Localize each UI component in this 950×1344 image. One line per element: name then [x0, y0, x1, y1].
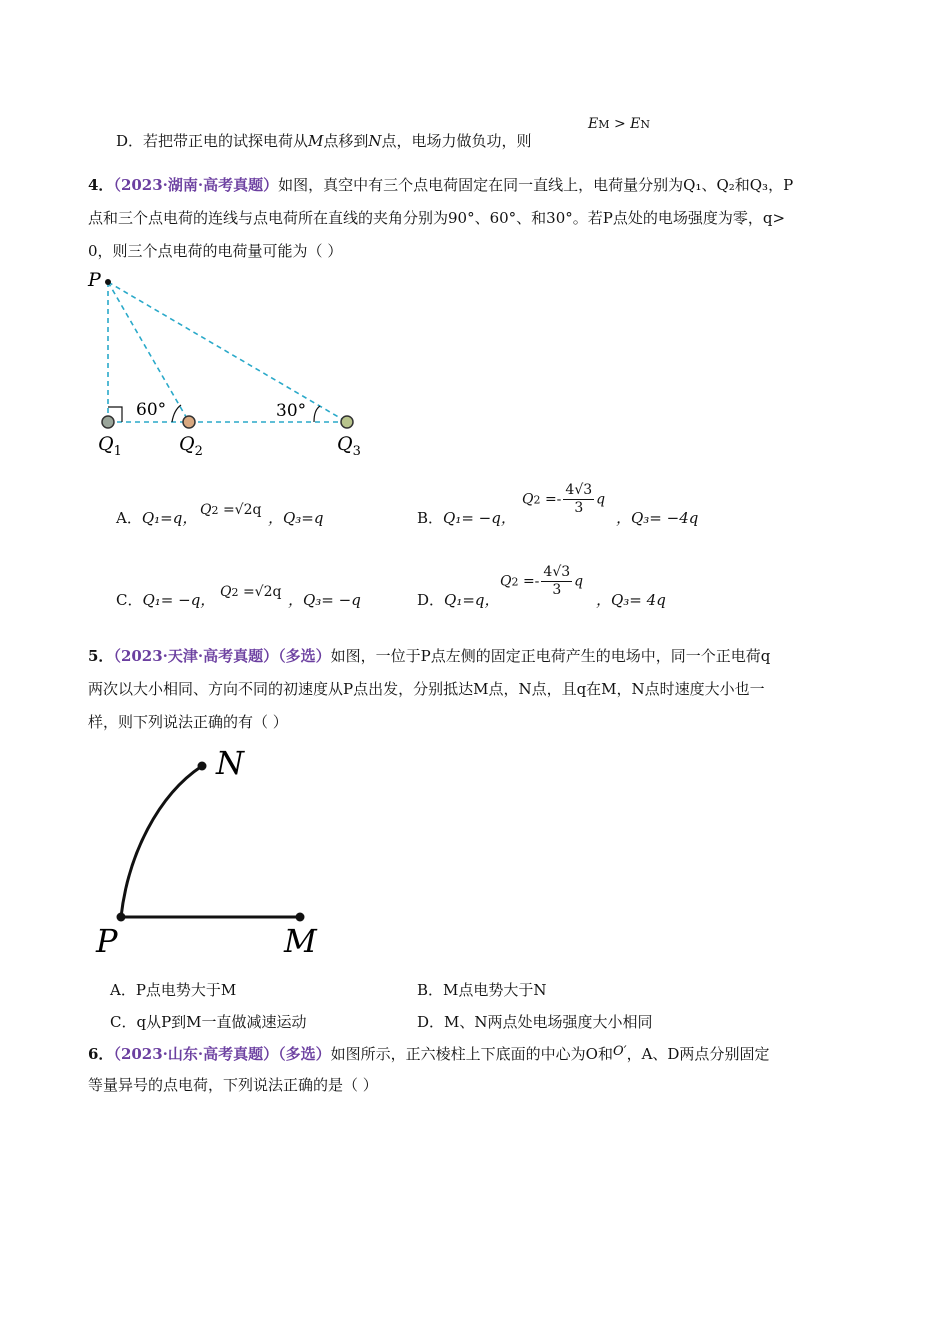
- q4-option-c-q2: Q2 =√2q: [220, 584, 282, 600]
- q3-option-d-formula: [588, 116, 650, 132]
- q5-source: （2023·天津·高考真题）: [113, 647, 279, 665]
- q3-formula-sub1: M: [598, 118, 610, 131]
- q5-option-c[interactable]: C．q从P到M一直做减速运动: [110, 1013, 307, 1031]
- q5-stem-line1: [88, 646, 868, 666]
- q6-tag: （多选）: [278, 1045, 331, 1063]
- q5-label-p: P: [96, 922, 118, 960]
- q3-option-d-mid2: 点，电场力做负功，则: [381, 132, 532, 150]
- q4-option-d[interactable]: D．Q₁=q，: [417, 591, 500, 609]
- q3-formula-sub2: N: [640, 118, 650, 131]
- q4-label-q2: $Q_2$: [179, 433, 203, 459]
- q5-label-n: N: [216, 744, 244, 782]
- q4-label-p: P: [88, 269, 101, 291]
- q3-option-d-m: M: [308, 132, 324, 150]
- q4-option-b[interactable]: B．Q₁= −q，: [417, 509, 516, 527]
- q6-source: （2023·山东·高考真题）: [113, 1045, 279, 1063]
- q4-option-b-fraction: $\frac{4√3}{3}$: [565, 482, 593, 516]
- q6-line1b: ，A、D两点分别固定: [626, 1045, 770, 1063]
- q5-point-n: [198, 762, 207, 771]
- q5-figure: [90, 740, 360, 965]
- q5-stem-line3: 样，则下列说法正确的有（ ）: [88, 713, 288, 731]
- q3-option-d-mid1: 点移到: [323, 132, 369, 150]
- q6-line1a: 如图所示，正六棱柱上下底面的中心为O和: [330, 1045, 613, 1063]
- q4-charge-q3: [341, 416, 353, 428]
- q3-formula-gt: >: [613, 116, 626, 132]
- q4-option-b-q2: Q2 =- $\frac{4√3}{3}$ q: [522, 482, 606, 516]
- q6-stem-line2: 等量异号的点电荷，下列说法正确的是（ ）: [88, 1076, 378, 1094]
- q4-label-60: 60°: [136, 400, 167, 420]
- q5-stem-line2: 两次以大小相同、方向不同的初速度从P点出发，分别抵达M点，N点，且q在M，N点时速度大小也一: [88, 680, 765, 698]
- q5-option-d[interactable]: D．M、N两点处电场强度大小相同: [417, 1013, 653, 1031]
- q3-formula-e2: E: [630, 116, 641, 132]
- q4-option-d-q2: Q2 =- $\frac{4√3}{3}$ q: [500, 564, 584, 598]
- q4-option-b-q3: ，Q₃= −4q: [616, 509, 699, 527]
- q3-option-d-n: N: [368, 132, 382, 150]
- q4-option-c-q3: ，Q₃= −q: [288, 591, 361, 609]
- q3-option-d-prefix: D．若把带正电的试探电荷从: [116, 132, 309, 150]
- q4-option-d-q3: ，Q₃= 4q: [596, 591, 666, 609]
- q4-label-q3: $Q_3$: [337, 433, 361, 459]
- q4-option-a-q3: ，Q₃=q: [268, 509, 324, 527]
- q4-line1: 如图，真空中有三个点电荷固定在同一直线上，电荷量分别为Q₁、Q₂和Q₃，P: [278, 176, 794, 194]
- q4-stem-line1: [88, 175, 868, 195]
- q6-stem-line1: [88, 1042, 868, 1064]
- q5-curve-p-n: [121, 766, 202, 917]
- q4-option-a-q2: Q2 =√2q: [200, 502, 262, 518]
- q4-charge-q1: [102, 416, 114, 428]
- q5-line1: 如图，一位于P点左侧的固定正电荷产生的电场中，同一个正电荷q: [330, 647, 771, 665]
- q3-formula-e1: E: [588, 116, 599, 132]
- q5-number: 5．: [88, 647, 114, 665]
- q4-charge-q2: [183, 416, 195, 428]
- q4-option-d-fraction: $\frac{4√3}{3}$: [543, 564, 571, 598]
- q6-number: 6．: [88, 1045, 114, 1063]
- q5-tag: （多选）: [278, 647, 331, 665]
- q4-option-c[interactable]: C．Q₁= −q，: [116, 591, 216, 609]
- q5-point-m: [296, 913, 305, 922]
- q5-option-a[interactable]: A．P点电势大于M: [110, 981, 237, 999]
- q4-label-q1: $Q_1$: [98, 433, 122, 459]
- q3-option-d: [116, 130, 532, 151]
- q4-stem-line3: 0，则三个点电荷的电荷量可能为（ ）: [88, 242, 343, 260]
- q4-source: （2023·湖南·高考真题）: [113, 176, 279, 194]
- q4-option-a[interactable]: A．Q₁=q，: [116, 509, 198, 527]
- q5-label-m: M: [284, 922, 317, 960]
- q4-arc-60: [172, 405, 181, 422]
- q5-point-p: [117, 913, 126, 922]
- q4-point-p: [105, 279, 111, 285]
- q5-option-b[interactable]: B．M点电势大于N: [417, 981, 547, 999]
- q4-stem-line2: 点和三个点电荷的连线与点电荷所在直线的夹角分别为90°、60°、和30°。若P点处的电场强度为零，q>: [88, 209, 786, 227]
- q4-number: 4．: [88, 176, 114, 194]
- q4-arc-30: [314, 406, 320, 422]
- q4-figure: [84, 264, 384, 464]
- q6-o-prime: O′: [612, 1044, 627, 1059]
- q4-label-30: 30°: [276, 401, 307, 421]
